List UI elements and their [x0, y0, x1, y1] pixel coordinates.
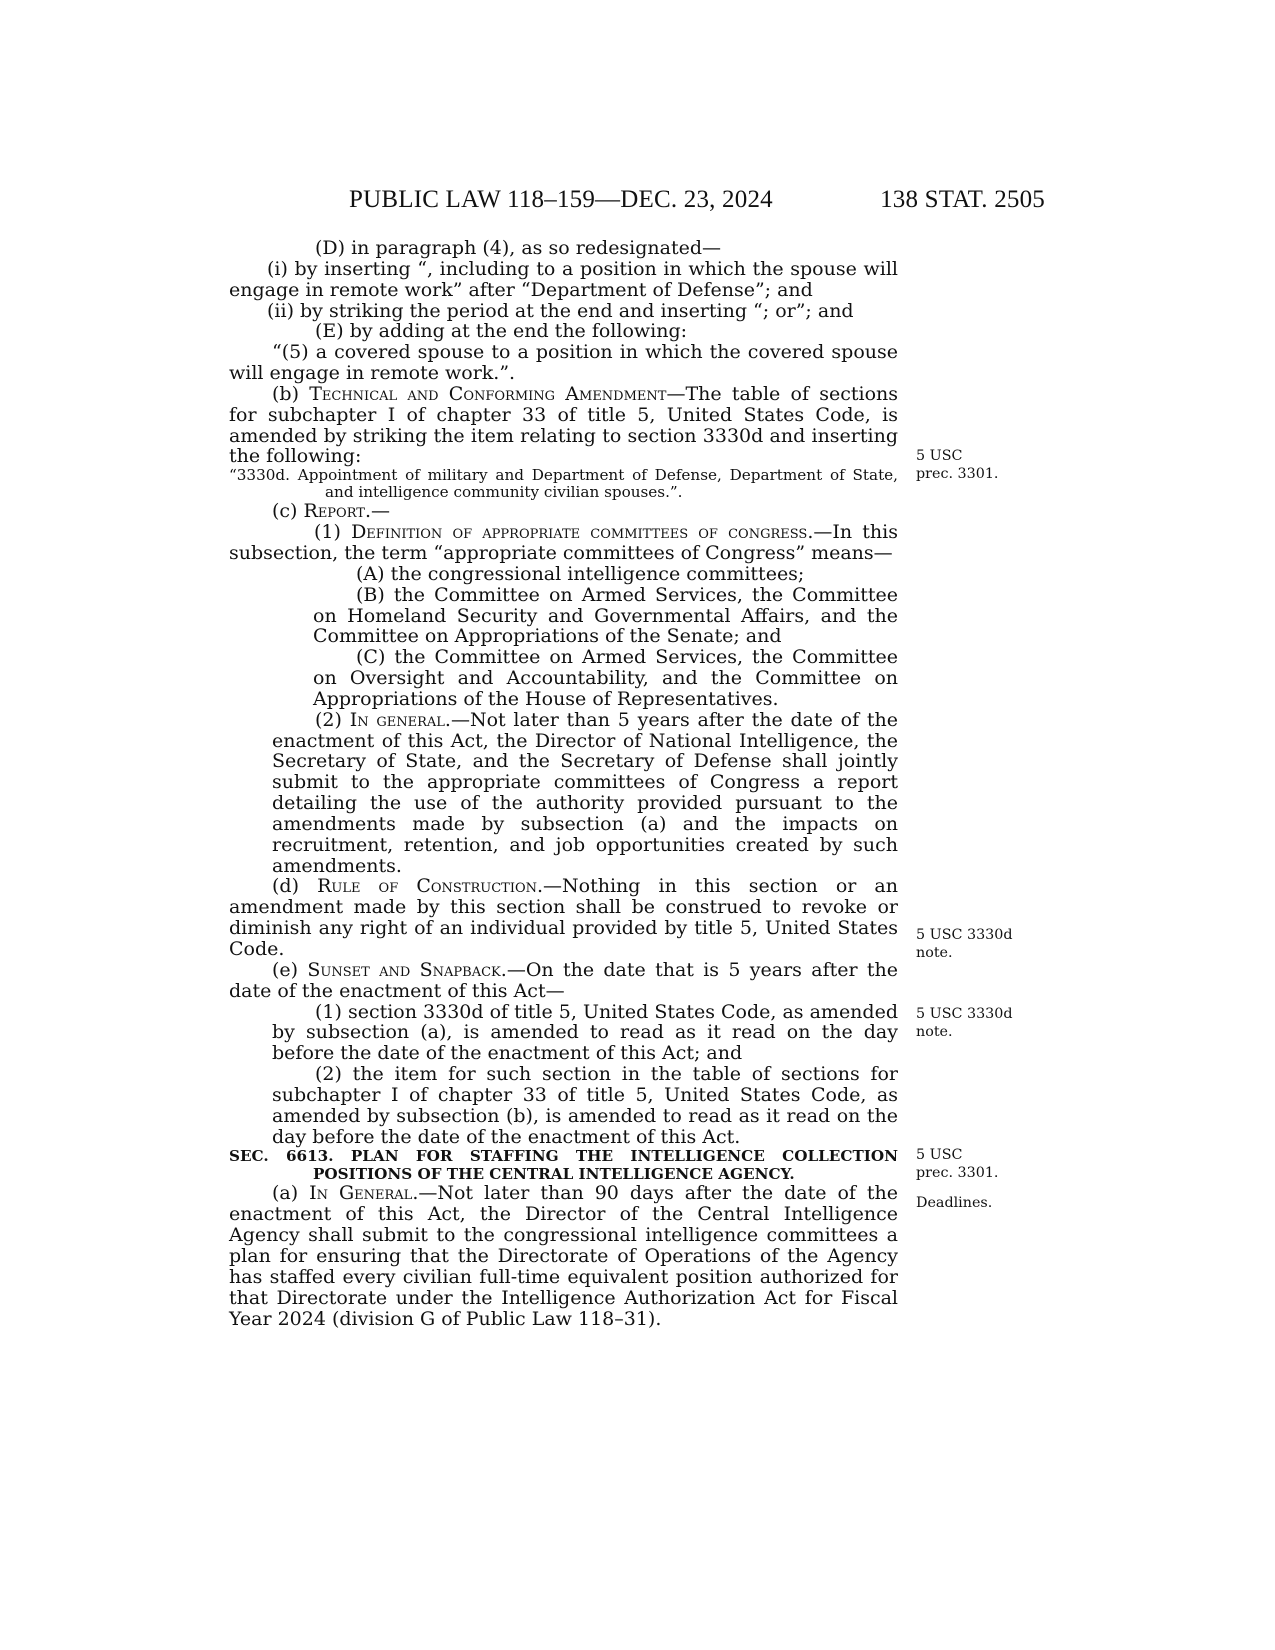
subsection-d-heading: Rule of Construction: [317, 875, 537, 898]
body-text: [229, 238, 898, 1329]
subsection-b-heading: Technical and Conforming Amendment: [309, 382, 667, 405]
clause-ii: (ii) by striking the period at the end and inserting “; or”; and: [267, 299, 854, 322]
margin-note-5-usc-prec-3301-2: 5 USC prec. 3301.: [916, 1147, 999, 1181]
subsection-d: (d) Rule of Construction.—Nothing in this section or an amendment made by this section shall be construed to revoke or diminish any right of an individual provided by title 5, United States Code.: [229, 875, 898, 960]
page-number: 138 STAT. 2505: [880, 186, 1045, 213]
clause-cC: (C) the Committee on Armed Services, the Committee on Oversight and Accountability, and the Committee on Appropriations of the House of Representatives.: [313, 646, 898, 710]
paragraph-D: (D) in paragraph (4), as so redesignated—: [315, 237, 722, 259]
margin-note-deadlines: Deadlines.: [916, 1195, 993, 1211]
margin-note-5-usc-3330d-note: 5 USC 3330d note.: [916, 927, 1013, 961]
paragraph-e1: (1) section 3330d of title 5, United States Code, as amended by subsection (a), is amended to read as it read on the day before the date of the enactment of this Act; and: [272, 1000, 898, 1065]
paragraph-e2: (2) the item for such section in the table of sections for subchapter I of chapter 33 of title 5, United States Code, as amended by subsection (b), is amended to read as it read on the day before the date of the enactment of this Act.: [272, 1063, 898, 1148]
subsection-b: (b) Technical and Conforming Amendment—The table of sections for subchapter I of chapter 33 of title 5, United States Code, is amended by striking the item relating to section 3330d and inserting the following:: [229, 382, 898, 468]
paragraph-c2-heading: In general: [349, 708, 445, 731]
paragraph-E: (E) by adding at the end the following:: [315, 320, 688, 343]
subsection-e: (e) Sunset and Snapback.—On the date that is 5 years after the date of the enactment of this Act—: [229, 958, 899, 1002]
subsection-c: (c) Report.—: [272, 500, 390, 523]
section-heading: SEC. 6613. PLAN FOR STAFFING THE INTELLIGENCE COLLECTION POSITIONS OF THE CENTRAL INTELLIGENCE AGENCY.: [229, 1147, 898, 1184]
inserted-paragraph-5: “(5) a covered spouse to a position in which the covered spouse will engage in remote work.”.: [229, 341, 898, 385]
paragraph-c2: (2) In general.—Not later than 5 years after the date of the enactment of this Act, the Director of National Intelligence, the Secretary of State, and the Secretary of Defense shall jointly submit to the appropriate committees of Congress a report detailing the use of the authority provided pursuant to the amendments made by subsection (a) and the impacts on recruitment, retention, and job opportunities created by such amendments.: [272, 708, 898, 877]
subsection-e-heading: Sunset and Snapback: [307, 958, 501, 981]
clause-cA: (A) the congressional intelligence committees;: [356, 562, 805, 585]
paragraph-c1-heading: Definition of appropriate committees of congress: [351, 521, 808, 544]
toc-item: “3330d. Appointment of military and Department of Defense, Department of State, and intelligence community civilian spouses.”.: [229, 466, 898, 502]
margin-note-5-usc-3330d-note-2: 5 USC 3330d note.: [916, 1006, 1013, 1040]
subsection-c-heading: Report: [303, 500, 365, 523]
running-head: PUBLIC LAW 118–159—DEC. 23, 2024: [349, 186, 773, 213]
clause-i: (i) by inserting “, including to a position in which the spouse will engage in remote work” after “Department of Defense”; and: [229, 257, 898, 301]
section-6613-subsection-a: (a) In General.—Not later than 90 days after the date of the enactment of this Act, the Director of the Central Intelligence Agency shall submit to the congressional intelligence committees a plan for ensuring that the Directorate of Operations of the Agency has staffed every civilian full-time equivalent position authorized for that Directorate under the Intelligence Authorization Act for Fiscal Year 2024 (division G of Public Law 118–31).: [229, 1182, 899, 1330]
paragraph-c1: (1) Definition of appropriate committees of congress.—In this subsection, the term “appropriate committees of Congress” means—: [229, 521, 898, 564]
section-6613-subsection-a-heading: In General: [309, 1182, 413, 1205]
clause-cB: (B) the Committee on Armed Services, the Committee on Homeland Security and Governmental Affairs, and the Committee on Appropriations of the Senate; and: [313, 583, 898, 648]
margin-note-5-usc-prec-3301: 5 USC prec. 3301.: [916, 448, 999, 482]
